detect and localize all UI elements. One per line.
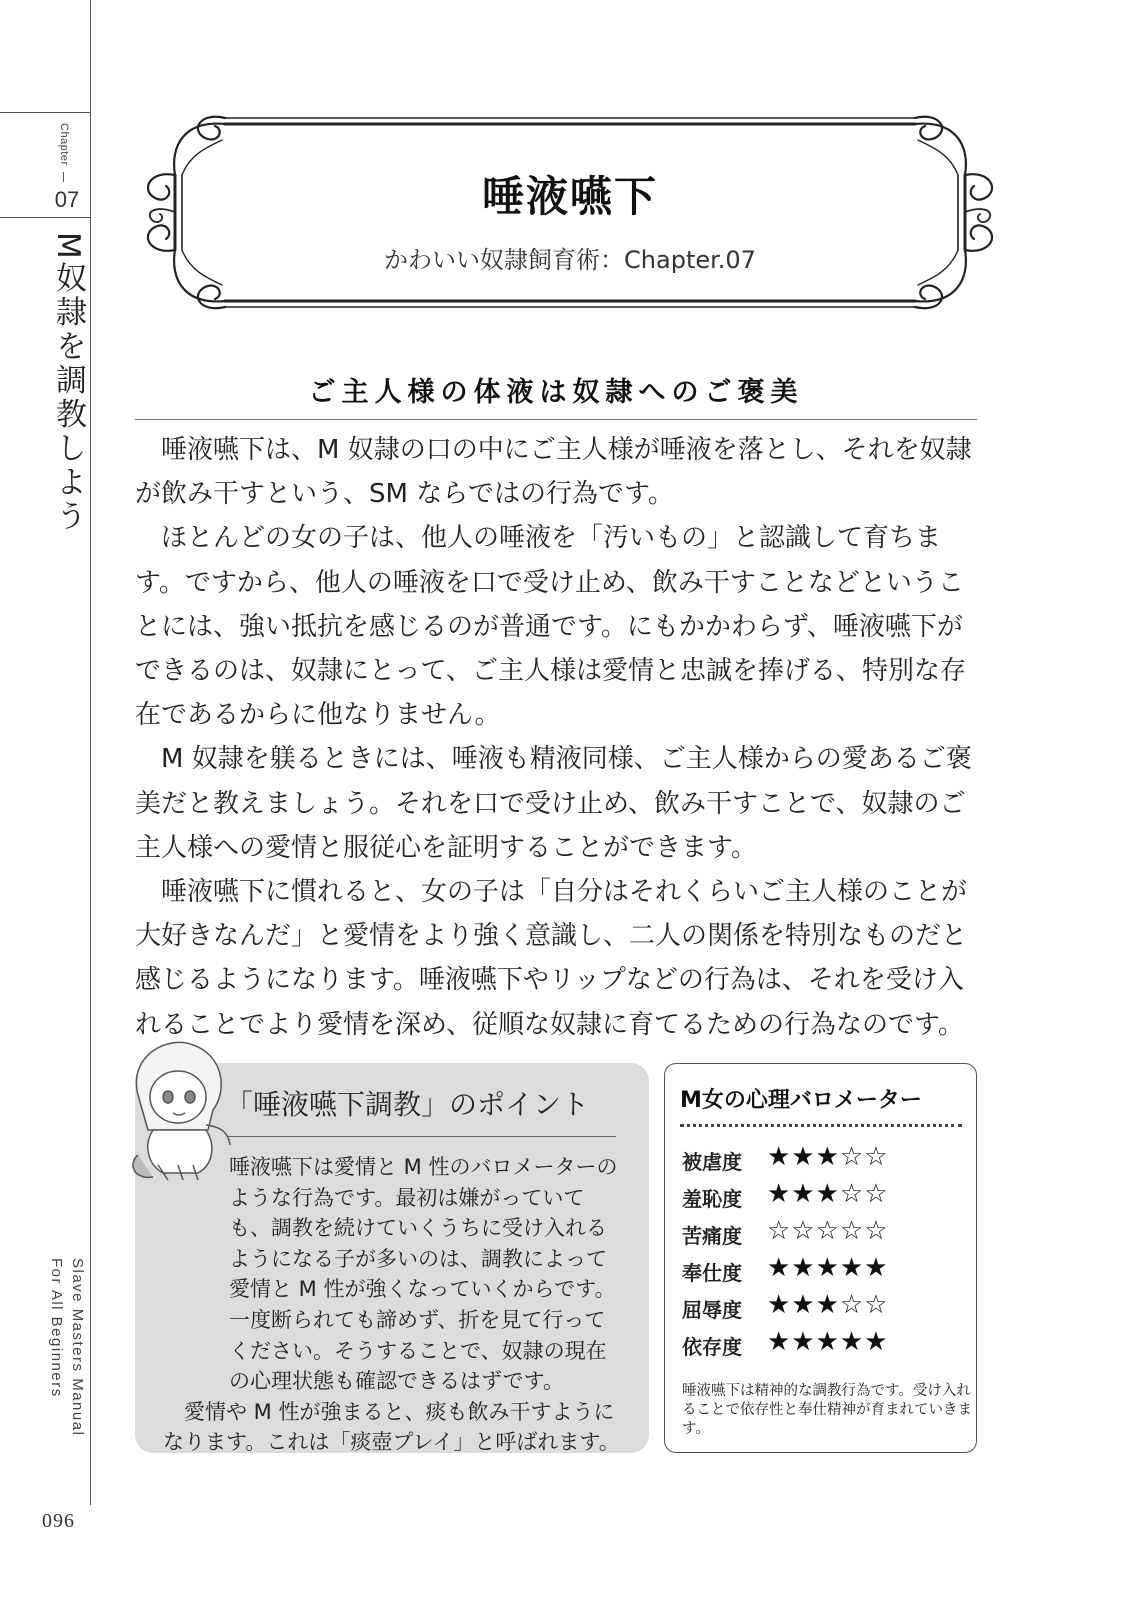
chapter-label: Chapter: [58, 123, 70, 166]
book-title-line1: Slave Masters Manual: [69, 1258, 86, 1437]
point-paragraph: 唾液嚥下は愛情と M 性のバロメーターのような行為です。最初は嫌がっていても、調教を続けていくうちに受け入れるようになる子が多いのは、調教によって愛情と M 性が強くなっていくからです。一度断られても諦めず、折を見て行ってください。そうすることで、奴隷の現在の心理状態も確認できるはずです。: [229, 1155, 618, 1394]
point-box-title: 「唾液嚥下調教」のポイント: [225, 1088, 590, 1121]
page-number: 096: [42, 1510, 75, 1532]
barometer-label: 屈辱度: [682, 1298, 742, 1322]
barometer-label: 苦痛度: [682, 1224, 742, 1248]
barometer-label: 依存度: [682, 1335, 742, 1359]
star-rating-icon: ★★★☆☆: [767, 1142, 889, 1172]
point-box-divider: [228, 1136, 616, 1137]
star-rating-icon: ★★★☆☆: [767, 1179, 889, 1209]
barometer-dotted-divider: [680, 1124, 962, 1127]
book-title-line2: For All Beginners: [48, 1258, 65, 1398]
barometer-label: 奉仕度: [682, 1261, 742, 1285]
barometer-title: M女の心理バロメーター: [680, 1088, 922, 1113]
chapter-title-vertical: M奴隷を調教しよう: [50, 232, 86, 534]
body-paragraph: M 奴隷を躾るときには、唾液も精液同様、ご主人様からの愛あるご褒美だと教えましょう。それを口で受け止め、飲み干すことで、奴隷のご主人様への愛情と服従心を証明することができます。: [135, 744, 972, 863]
title-frame: [130, 100, 1010, 325]
page-title: 唾液嚥下: [481, 172, 658, 221]
star-rating-icon: ★★★★★: [767, 1327, 889, 1357]
barometer-label: 羞恥度: [682, 1187, 742, 1211]
section-heading: ご主人様の体液は奴隷へのご褒美: [308, 377, 804, 408]
point-paragraph: 愛情や M 性が強まると、痰も飲み干すようになります。これは「痰壺プレイ」と呼ばれます。: [163, 1399, 620, 1455]
point-box-text: [163, 1152, 623, 1458]
star-rating-icon: ★★★★★: [767, 1253, 889, 1283]
barometer-note: 唾液嚥下は精神的な調教行為です。受け入れることで依存性と奉仕精神が育まれていきます。: [682, 1383, 972, 1437]
sidebar-rule-top: [0, 112, 90, 113]
sidebar-rule-bottom: [0, 217, 90, 218]
star-rating-icon: ★★★☆☆: [767, 1290, 889, 1320]
section-divider: [135, 419, 977, 420]
body-paragraph: 唾液嚥下は、M 奴隷の口の中にご主人様が唾液を落とし、それを奴隷が飲み干すという、SM ならではの行為です。: [135, 435, 972, 510]
chapter-number: 07: [54, 187, 80, 212]
sidebar-divider: [90, 0, 91, 1505]
star-rating-icon: ☆☆☆☆☆: [767, 1216, 889, 1246]
body-paragraph: ほとんどの女の子は、他人の唾液を「汚いもの」と認識して育ちます。ですから、他人の唾液を口で受け止め、飲み干すことなどということには、強い抵抗を感じるのが普通です。にもかかわらず、唾液嚥下ができるのは、奴隷にとって、ご主人様は愛情と忠誠を捧げる、特別な存在であるからに他なりません。: [135, 523, 966, 731]
body-text: [135, 428, 983, 1047]
chapter-tick: [63, 172, 64, 182]
book-title-english: [46, 1258, 88, 1498]
body-paragraph: 唾液嚥下に慣れると、女の子は「自分はそれくらいご主人様のことが大好きなんだ」と愛情をより強く意識し、二人の関係を特別なものだと感じるようになります。唾液嚥下やリップなどの行為は、それを受け入れることでより愛情を深め、従順な奴隷に育てるための行為なのです。: [135, 877, 968, 1040]
page-subtitle: かわいい奴隷飼育術：Chapter.07: [384, 246, 756, 274]
barometer-label: 被虐度: [682, 1150, 742, 1174]
